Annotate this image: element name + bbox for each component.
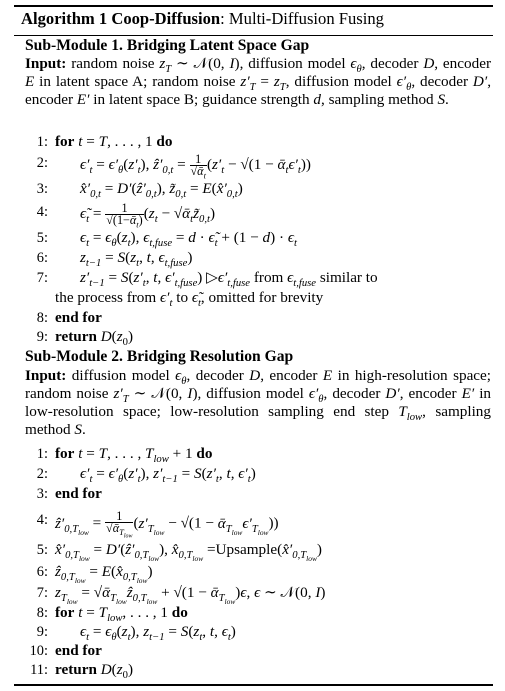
module1-input-label: Input:	[25, 55, 67, 72]
algorithm-label: Algorithm 1	[21, 9, 108, 28]
title-rule	[14, 35, 493, 36]
m1-line-4: 4: $\epsiloñ_t$ = $\frac{1}{√(1-ᾱ_t)}$ ($z_t$ − $√ᾱ_tz̃_{0,t}$)	[36, 201, 216, 230]
m1-line-9: 9: return $D(z_0)$	[36, 328, 134, 349]
bottom-rule	[14, 684, 493, 686]
algorithm-title	[21, 8, 491, 30]
m2-line-3: 3: end for	[36, 485, 102, 502]
m1-line-1: 1: for t = T, . . . , 1 do	[36, 133, 173, 150]
m2-line-11: 11: return $D(z_0)$	[30, 661, 134, 682]
algorithm-subtitle: : Multi-Diffusion Fusing	[220, 9, 384, 28]
m1-line-2: 2: $\epsilon'_t = \epsilon'_\theta(z'_t)$, $ẑ'_{0,t}$ = $\frac{1}{√ᾱ_t}$ ($z'_t - √(1$ − $ᾱ_t\epsilon'_t$))	[36, 152, 311, 181]
module2-input: Input: diffusion model $\epsilon_\theta$, decoder D, encoder E in high-resolution space; random noise $z'_T$ ∼ 𝒩(0, I), diffusion model $\epsilon'_\theta$, decoder D′, encoder E′ in low-resolution space; low-resolution sampling end step $T_{low}$, sampling method S.	[25, 367, 492, 438]
module1-heading: Sub-Module 1. Bridging Latent Space Gap	[25, 37, 310, 54]
m1-line-8: 8: end for	[36, 309, 102, 326]
top-rule	[14, 5, 493, 7]
m1-line-3: 3: $x̂'_{0,t}$ = $D'(ẑ'_{0,t})$, $z̃_{0,t}$ = $E(x̂'_{0,t})$	[36, 180, 243, 201]
m1-line-5: 5: $\epsilon_t = \epsilon_\theta(z_t)$, $\epsilon_{t,fuse} = d$ · $\epsiloñ_t + (1 - d) \cdot \epsilon_t$	[36, 229, 297, 250]
m2-line-1: 1: for t = T, . . . , $T_{low} + 1$ do	[36, 445, 213, 466]
m2-line-5: 5: $x̂'_{0,T_{low}}$ = $D'(ẑ'_{0,T_{low}})$, $x̂_{0,T_{low}}$ $=Upsample(x̂'_{0,T_{low}})$	[36, 541, 322, 564]
m1-line-7: 7: $z'_{t-1} = S(z'_t$, t, $\epsilon'_{t,fuse}$) $▷\epsilon'_{t,fuse}$ from $\epsilon_{t,fuse}$ similar to	[36, 269, 378, 290]
m2-line-7: 7: $z_{T_{low}}$ = √ᾱ$_{T_{low}}$ẑ$_{0,T_{low}}$ + √(1 − ᾱ$_{T_{low}}$)ϵ, ϵ ∼ 𝒩(0, I)	[36, 584, 326, 607]
m2-line-9: 9: $\epsilon_t = \epsilon_\theta(z_t)$, $z_{t-1} = S(z_t$, t, $\epsilon_t$)	[36, 623, 236, 644]
m1-line-7-cont: the process from $\epsilon'_t$ to $\epsiloñ_t$, omitted for brevity	[55, 289, 324, 310]
module2-input-label: Input:	[25, 367, 67, 384]
m1-line-6: 6: $z_{t-1} = S(z_t$, t, $\epsilon_{t,fuse}$)	[36, 249, 193, 270]
m2-line-6: 6: ẑ$_{0,T_{low}}$ = $E(x̂_{0,T_{low}})$	[36, 563, 153, 586]
m2-line-10: 10: end for	[29, 642, 102, 659]
algorithm-name: Coop-Diffusion	[111, 9, 221, 28]
m2-line-8: 8: for $t = T_{low}$, . . . , 1 do	[36, 604, 188, 625]
m2-line-2: 2: $\epsilon'_t = \epsilon'_\theta(z'_t)$, $z'_{t-1} = S(z'_t$, t, $\epsilon'_t$)	[36, 465, 256, 486]
m2-line-4: 4: $ẑ'_{0,T_{low}}$ = $\frac{1}{√ᾱ_{T_{low}}}$ ($z'_{T_{low}} - √(1$ − $ᾱ_{T_{low}}\epsilon'_{T_{low}}$))	[36, 509, 279, 541]
module2-heading: Sub-Module 2. Bridging Resolution Gap	[25, 348, 294, 365]
module1-input: Input: random noise $z_T$ ∼ 𝒩(0, I), diffusion model $\epsilon_\theta$, decoder D, encoder E in latent space A; random noise $z'_T = z_T$, diffusion model $\epsilon'_\theta$, decoder D′, encoder E′ in latent space B; guidance strength d, sampling method S.	[25, 55, 491, 108]
